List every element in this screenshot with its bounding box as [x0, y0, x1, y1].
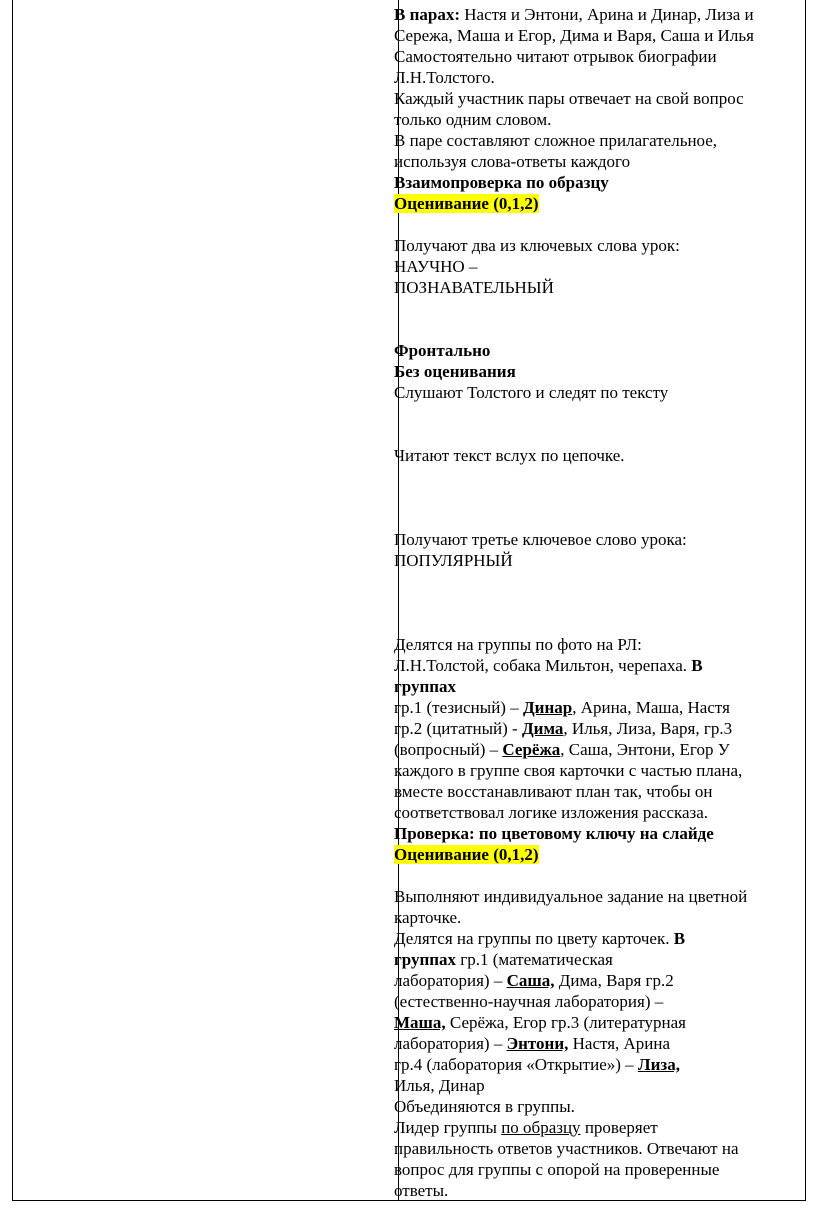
group-leader-name: Саша,: [506, 971, 555, 990]
group-leader-name: Динар: [522, 698, 573, 717]
pairs-check-line: [394, 172, 786, 193]
groups1-line-7: каждого в группе своя карточки с частью плана,: [394, 761, 743, 780]
groups1-line-3: [394, 676, 786, 697]
groups2-line-15: ответы.: [394, 1181, 449, 1200]
groups2-line-9: [394, 1054, 786, 1075]
groups2-text: Делятся на группы по цвету карточек.: [394, 929, 674, 948]
pairs-names-1: Настя и Энтони, Арина и Динар, Лиза и: [460, 5, 754, 24]
pairs-line-4: Л.Н.Толстого.: [394, 68, 495, 87]
groups2-in-label: В: [673, 929, 686, 948]
spacer: [394, 571, 786, 634]
pairs-line-1: [394, 4, 786, 25]
groups1-text: , Илья, Лиза, Варя, гр.3: [563, 719, 733, 738]
by-sample-text: по образцу: [501, 1118, 581, 1137]
groups1-grading: Оценивание (0,1,2): [394, 845, 539, 864]
groups2-text: гр.4 (лаборатория «Открытие») –: [394, 1055, 638, 1074]
pairs-line-6: только одним словом.: [394, 110, 552, 129]
keywords1-line-1: Получают два из ключевых слова урок:: [394, 236, 680, 255]
groups1-check-line: [394, 823, 786, 844]
spacer: [394, 466, 786, 529]
frontal-read: Читают текст вслух по цепочке.: [394, 446, 625, 465]
groups2-line-13: правильность ответов участников. Отвечают на: [394, 1139, 739, 1158]
pairs-line-2: Сережа, Маша и Егор, Дима и Варя, Саша и Илья: [394, 26, 754, 45]
groups1-line-6: [394, 739, 786, 760]
groups2-line-4: [394, 949, 786, 970]
groups2-line-6: (естественно-научная лаборатория) –: [394, 992, 664, 1011]
groups2-line-12: [394, 1117, 786, 1138]
group-leader-name: Серёжа: [502, 740, 561, 759]
groups1-line-2: [394, 655, 786, 676]
frontal-no-grade: Без оценивания: [394, 362, 516, 381]
groups1-text: , Саша, Энтони, Егор У: [560, 740, 730, 759]
groups1-line-1: Делятся на группы по фото на РЛ:: [394, 635, 642, 654]
group-leader-name: Лиза,: [637, 1055, 680, 1074]
group-leader-name: Энтони,: [506, 1034, 569, 1053]
keywords1-line-2: НАУЧНО –: [394, 257, 478, 276]
groups2-text: гр.1 (математическая: [456, 950, 613, 969]
pairs-check: Взаимопроверка по образцу: [394, 173, 609, 192]
groups2-line-10: Илья, Динар: [394, 1076, 485, 1095]
groups1-line-9: соответствовал логике изложения рассказа.: [394, 803, 709, 822]
groups1-text: Л.Н.Толстой, собака Мильтон, черепаха.: [394, 656, 692, 675]
groups1-line-4: [394, 697, 786, 718]
spacer: [394, 865, 786, 886]
groups1-line-8: вместе восстанавливают план так, чтобы он: [394, 782, 713, 801]
groups1-check: Проверка: по цветовому ключу на слайде: [394, 824, 714, 843]
groups2-text: Лидер группы: [394, 1118, 502, 1137]
keywords2-line-1: Получают третье ключевое слово урока:: [394, 530, 687, 549]
groups2-text: лаборатория) –: [394, 971, 507, 990]
pairs-line-5: Каждый участник пары отвечает на свой вопрос: [394, 89, 744, 108]
pairs-line-7: В паре составляют сложное прилагательное,: [394, 131, 718, 150]
groups2-text: Серёжа, Егор гр.3 (литературная: [445, 1013, 686, 1032]
spacer: [394, 214, 786, 235]
groups2-line-14: вопрос для группы с опорой на проверенные: [394, 1160, 720, 1179]
groups1-text: (вопросный) –: [394, 740, 503, 759]
groups2-line-3: [394, 928, 786, 949]
spacer: [394, 298, 786, 340]
keywords1-line-3: ПОЗНАВАТЕЛЬНЫЙ: [394, 278, 554, 297]
pairs-heading: В парах:: [394, 5, 460, 24]
groups2-line-5: [394, 970, 786, 991]
frontal-listen: Слушают Толстого и следят по тексту: [394, 383, 669, 402]
groups1-grading-line: [394, 844, 786, 865]
groups1-text: , Арина, Маша, Настя: [572, 698, 730, 717]
frontal-no-grade-line: [394, 361, 786, 382]
groups2-text: проверяет: [580, 1118, 658, 1137]
spacer: [394, 403, 786, 445]
groups1-groups-label: группах: [394, 677, 457, 696]
groups2-line-11: Объединяются в группы.: [394, 1097, 575, 1116]
groups2-text: Настя, Арина: [568, 1034, 671, 1053]
group-leader-name: Дима: [521, 719, 564, 738]
pairs-grading: Оценивание (0,1,2): [394, 194, 539, 213]
frontal-heading-line: [394, 340, 786, 361]
pairs-line-8: используя слова-ответы каждого: [394, 152, 631, 171]
groups2-text: Дима, Варя гр.2: [554, 971, 674, 990]
pairs-grading-line: [394, 193, 786, 214]
groups2-line-1: Выполняют индивидуальное задание на цветной: [394, 887, 748, 906]
pairs-line-3: Самостоятельно читают отрывок биографии: [394, 47, 717, 66]
groups1-text: гр.1 (тезисный) –: [394, 698, 523, 717]
groups2-text: лаборатория) –: [394, 1034, 507, 1053]
group-leader-name: Маша,: [394, 1013, 446, 1032]
activity-cell: [394, 4, 786, 1201]
groups1-in-label: В: [691, 656, 703, 675]
groups2-line-7: [394, 1012, 786, 1033]
frontal-heading: Фронтально: [394, 341, 491, 360]
groups1-text: гр.2 (цитатный) -: [394, 719, 522, 738]
keywords2-line-2: ПОПУЛЯРНЫЙ: [394, 551, 513, 570]
groups1-line-5: [394, 718, 786, 739]
groups2-line-8: [394, 1033, 786, 1054]
groups2-groups-label: группах: [394, 950, 457, 969]
groups2-line-2: карточке.: [394, 908, 462, 927]
